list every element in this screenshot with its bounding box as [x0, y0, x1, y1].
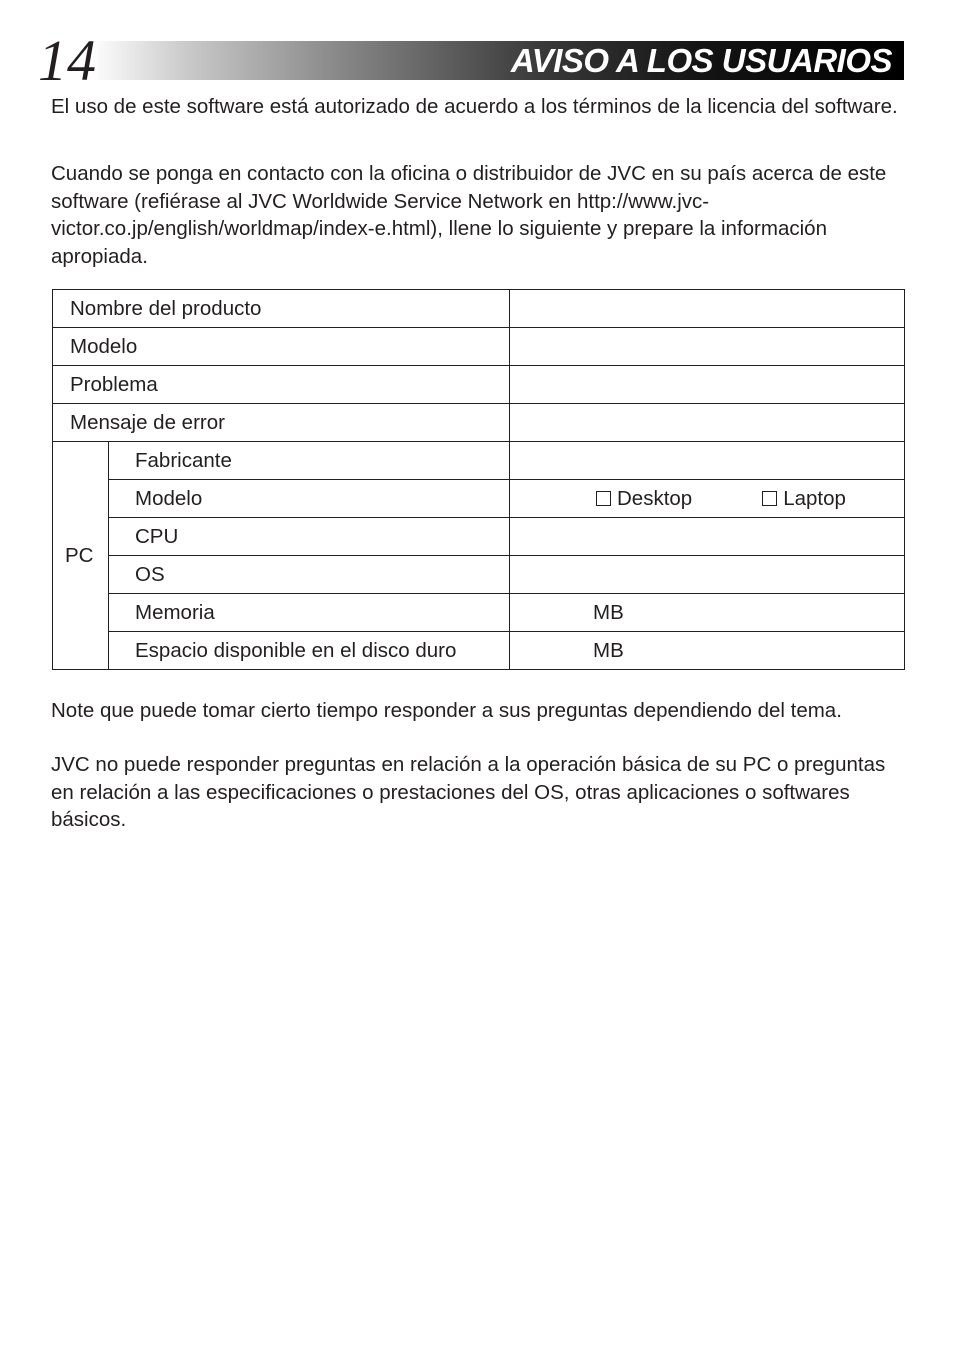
pc-type-options — [510, 488, 904, 510]
laptop-label: Laptop — [783, 486, 846, 510]
form-label: Fabricante — [109, 442, 510, 480]
form-value-field[interactable] — [510, 442, 905, 480]
support-scope-note: JVC no puede responder preguntas en relación a la operación básica de su PC o preguntas en relación a las especificaciones o prestaciones del OS, otras aplicaciones o softwares básicos. — [51, 753, 886, 831]
form-label: Problema — [53, 366, 510, 404]
form-row-pc-manufacturer — [53, 442, 905, 480]
section-title: AVISO A LOS USUARIOS — [510, 42, 892, 79]
laptop-option[interactable] — [762, 488, 846, 510]
form-row-pc-cpu — [53, 518, 905, 556]
form-value-field[interactable] — [510, 404, 905, 442]
form-value-field[interactable] — [510, 556, 905, 594]
laptop-checkbox[interactable] — [762, 491, 777, 506]
form-row-problem — [53, 366, 905, 404]
desktop-option[interactable] — [596, 488, 692, 510]
form-row-pc-os — [53, 556, 905, 594]
pc-group-label: PC — [53, 442, 109, 670]
form-label: OS — [109, 556, 510, 594]
form-label: Nombre del producto — [53, 290, 510, 328]
form-value-field — [510, 480, 905, 518]
form-label: Modelo — [109, 480, 510, 518]
response-time-note: Note que puede tomar cierto tiempo responder a sus preguntas dependiendo del tema. — [51, 699, 842, 722]
unit-label: MB — [593, 638, 624, 662]
form-row-pc-model — [53, 480, 905, 518]
form-value-field[interactable] — [510, 632, 905, 670]
form-row-product-name — [53, 290, 905, 328]
contact-paragraph: Cuando se ponga en contacto con la oficina o distribuidor de JVC en su país acerca de este software (refiérase al JVC Worldwide Service Network en http://www.jvc-victor.co.jp/english/worldmap/index-e.html), llene lo siguiente y prepare la información apropiada. — [51, 162, 887, 268]
form-label: Modelo — [53, 328, 510, 366]
form-row-pc-memory — [53, 594, 905, 632]
form-label: CPU — [109, 518, 510, 556]
form-value-field[interactable] — [510, 366, 905, 404]
form-row-error-message — [53, 404, 905, 442]
form-value-field[interactable] — [510, 290, 905, 328]
desktop-checkbox[interactable] — [596, 491, 611, 506]
page-number: 14 — [38, 28, 96, 93]
desktop-label: Desktop — [617, 486, 693, 510]
form-value-field[interactable] — [510, 594, 905, 632]
form-value-field[interactable] — [510, 518, 905, 556]
unit-label: MB — [593, 600, 624, 624]
license-paragraph: El uso de este software está autorizado de acuerdo a los términos de la licencia del software. — [51, 95, 898, 118]
page-header — [0, 30, 954, 92]
form-row-model — [53, 328, 905, 366]
form-value-field[interactable] — [510, 328, 905, 366]
form-label: Memoria — [109, 594, 510, 632]
form-label: Espacio disponible en el disco duro — [109, 632, 510, 670]
support-info-form — [52, 289, 905, 670]
form-row-pc-disk-space — [53, 632, 905, 670]
form-label: Mensaje de error — [53, 404, 510, 442]
